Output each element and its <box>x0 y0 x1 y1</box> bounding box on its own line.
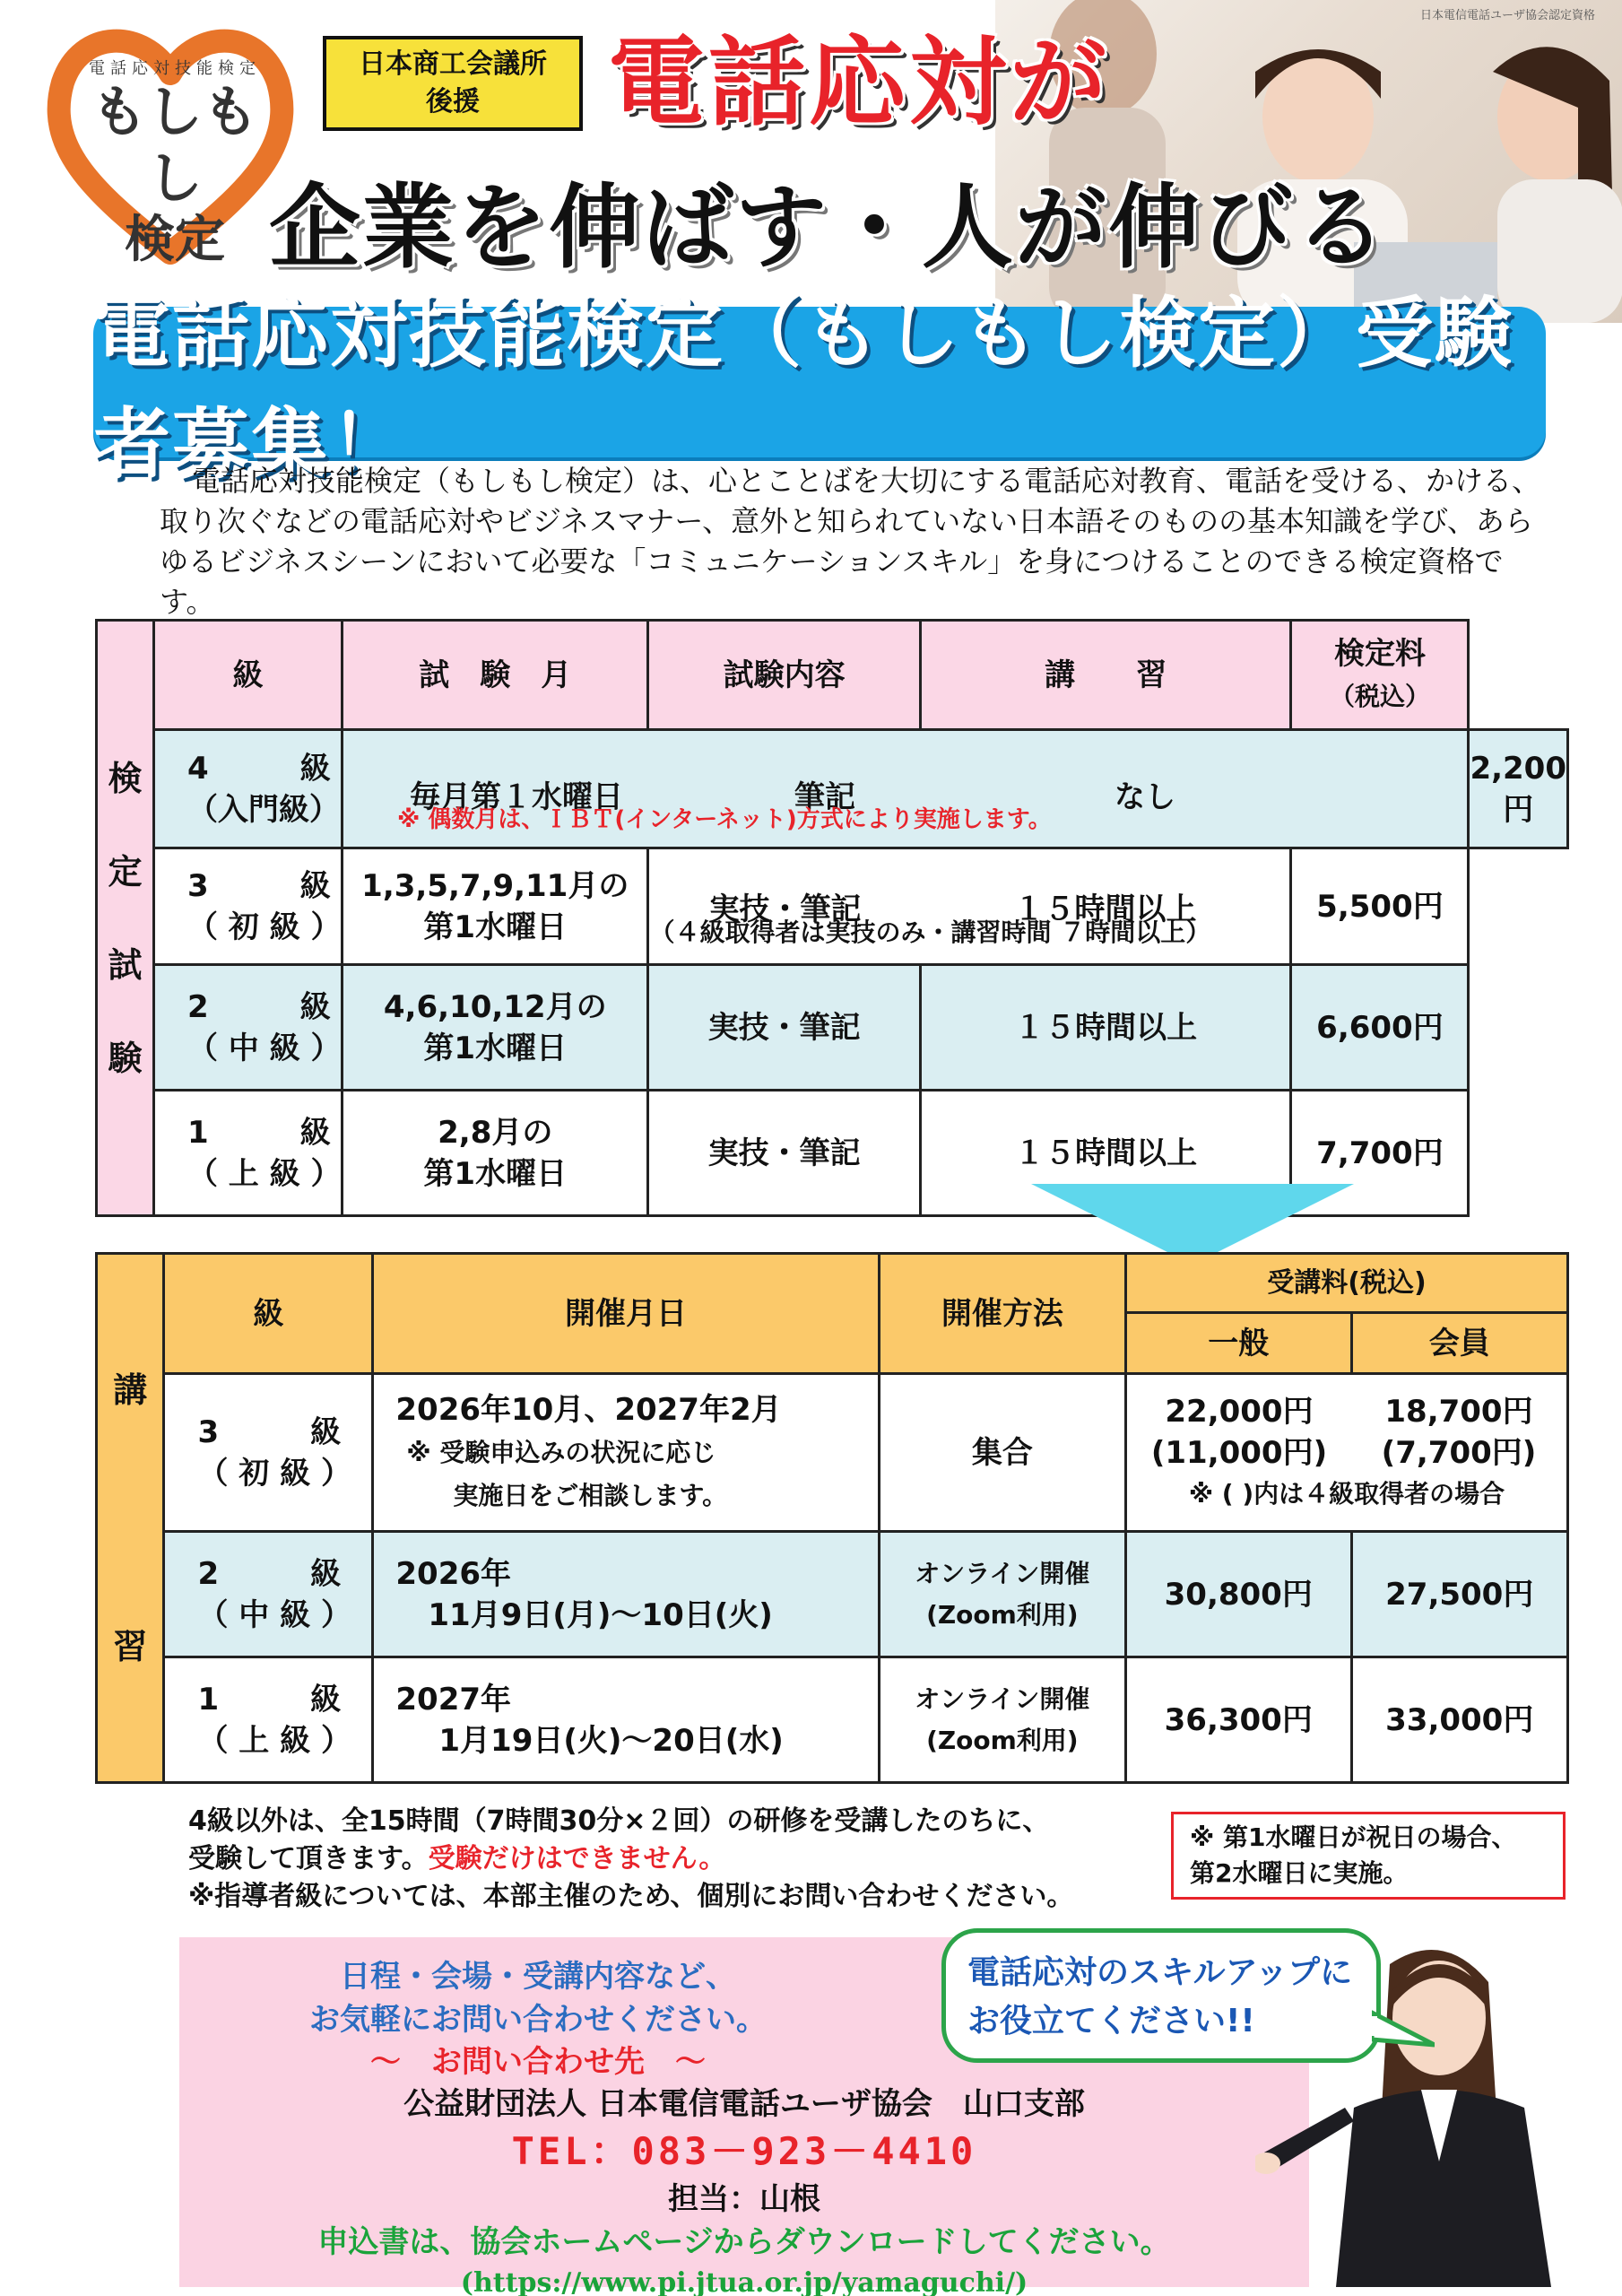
month-line1: 4,6,10,12月の <box>383 988 607 1025</box>
course-row-2 <box>97 1532 1568 1657</box>
support-line1: 日本商工会議所 <box>359 48 547 80</box>
month-line2: 第1水曜日 <box>423 1030 568 1066</box>
exam-row-3-span <box>648 848 1291 965</box>
member-fee-value: 18,700円 <box>1384 1393 1533 1430</box>
date-line1: 2027年 <box>395 1681 512 1718</box>
header-general: 一般 <box>1125 1313 1351 1374</box>
month-cell: 毎月第１水曜日 <box>410 778 624 815</box>
general-fee-value: 22,000円 <box>1165 1393 1314 1430</box>
exam-row-4 <box>97 730 1568 848</box>
logo-small-text: 電話応対技能検定 <box>89 59 261 78</box>
date-line1: 2026年 <box>395 1555 512 1592</box>
member-fee-sub: (7,700円) <box>1381 1434 1537 1471</box>
exam-side-label <box>97 621 154 1216</box>
contact-url[interactable]: (https://www.pi.jtua.or.jp/yamaguchi/) <box>460 2267 1028 2296</box>
header-method: 開催方法 <box>879 1254 1125 1374</box>
speech-bubble <box>941 1928 1381 2063</box>
fee-span-cell <box>1125 1374 1567 1532</box>
method-cell <box>879 1532 1125 1657</box>
header-grade: 級 <box>153 621 342 730</box>
grade-sub: （入門級） <box>186 791 340 828</box>
method-cell: 集合 <box>879 1374 1125 1532</box>
grade-cell <box>153 1091 342 1216</box>
bubble-line2: お役立てください!! <box>967 2003 1255 2039</box>
month-line2: 第1水曜日 <box>423 1155 568 1192</box>
side-char: 試 <box>108 944 143 985</box>
method-line1: オンライン開催 <box>915 1683 1090 1714</box>
side-char: 験 <box>108 1038 143 1078</box>
method-line1: オンライン開催 <box>915 1558 1090 1588</box>
course-cell: １５時間以上 <box>1013 891 1197 927</box>
grade-cell <box>153 965 342 1091</box>
course-cell: １５時間以上 <box>920 1091 1291 1216</box>
month-cell <box>343 848 648 965</box>
grade-sub: （ 中 級 ） <box>197 1596 351 1633</box>
fee-cell: 5,500円 <box>1291 848 1469 965</box>
date-note1: ※ 受験申込みの状況に応じ <box>406 1437 716 1467</box>
contact-org: 公益財団法人 日本電信電話ユーザ協会 山口支部 <box>403 2086 1085 2122</box>
date-line1: 2026年10月、2027年2月 <box>395 1391 782 1428</box>
content-cell: 実技・筆記 <box>648 1091 920 1216</box>
header-member: 会員 <box>1351 1313 1568 1374</box>
photo-caption: 日本電信電話ユーザ協会認定資格 <box>1419 9 1595 22</box>
month-cell <box>343 965 648 1091</box>
header-grade: 級 <box>164 1254 373 1374</box>
date-note2: 実施日をご相談します。 <box>453 1480 728 1510</box>
logo-line1: もしもし <box>91 79 258 211</box>
grade-sub: （ 初 級 ） <box>186 909 342 945</box>
member-fee: 33,000円 <box>1351 1657 1568 1783</box>
date-cell <box>373 1657 879 1783</box>
general-fee <box>1127 1391 1351 1474</box>
grade-label: 1 級 <box>186 1114 331 1151</box>
general-fee: 36,300円 <box>1125 1657 1351 1783</box>
header-date: 開催月日 <box>373 1254 879 1374</box>
level4-note: （４級取得者は実技のみ・講習時間 ７時間以上） <box>649 918 1211 947</box>
logo-text <box>72 56 278 269</box>
course-notes <box>188 1803 1073 1916</box>
date-cell <box>373 1532 879 1657</box>
header-fee-label: 検定料 <box>1333 635 1426 672</box>
month-line1: 2,8月の <box>438 1114 553 1151</box>
header-fee-sub: （税込） <box>1329 681 1430 711</box>
course-row-1 <box>97 1657 1568 1783</box>
side-char: 定 <box>108 851 143 891</box>
holiday-line1: ※ 第1水曜日が祝日の場合、 <box>1190 1822 1517 1852</box>
month-cell <box>343 1091 648 1216</box>
header-fee <box>1291 621 1469 730</box>
contact-tel[interactable]: TEL：083－923－4410 <box>511 2129 977 2173</box>
exam-row-2 <box>97 965 1568 1091</box>
general-fee: 30,800円 <box>1125 1532 1351 1657</box>
month-line2: 第1水曜日 <box>423 909 568 945</box>
title-line2: 企業を伸ばす・人が伸びる <box>269 175 1388 282</box>
contact-line2: お気軽にお問い合わせください。 <box>309 2002 767 2038</box>
course-row-3 <box>97 1374 1568 1532</box>
content-cell: 実技・筆記 <box>648 965 920 1091</box>
date-line2: 11月9日(月)〜10日(火) <box>428 1596 773 1633</box>
grade-cell <box>164 1374 373 1532</box>
exam-header-row <box>97 621 1568 730</box>
fee-note: ※ ( )内は４級取得者の場合 <box>1188 1478 1505 1509</box>
note-line2-a: 受験して頂きます。 <box>188 1843 429 1874</box>
grade-cell <box>153 730 342 848</box>
member-fee <box>1351 1391 1566 1474</box>
grade-label: 3 級 <box>186 867 331 904</box>
recruit-banner <box>93 289 1546 490</box>
header-fee: 受講料(税込) <box>1125 1254 1567 1313</box>
course-header-row <box>97 1254 1568 1313</box>
note-line3: ※指導者級については、本部主催のため、個別にお問い合わせください。 <box>188 1881 1074 1912</box>
course-table <box>95 1252 1569 1784</box>
fee-cell: 2,200円 <box>1469 730 1568 848</box>
side-char: 習 <box>113 1626 148 1666</box>
ibt-note: ※ 偶数月は、ＩＢＴ(インターネット)方式により実施します。 <box>397 806 1052 833</box>
support-box <box>323 36 583 131</box>
method-cell <box>879 1657 1125 1783</box>
method-line2: (Zoom利用) <box>926 1725 1079 1755</box>
general-fee-sub: (11,000円) <box>1150 1434 1328 1471</box>
note-line2 <box>188 1840 1073 1878</box>
grade-sub: （ 上 級 ） <box>197 1722 351 1759</box>
exam-row-4-span <box>343 730 1469 848</box>
header-course: 講 習 <box>920 621 1291 730</box>
date-line2: 1月19日(火)〜20日(水) <box>438 1722 784 1759</box>
member-fee: 27,500円 <box>1351 1532 1568 1657</box>
grade-cell <box>153 848 342 965</box>
course-cell: １５時間以上 <box>920 965 1291 1091</box>
header-content: 試験内容 <box>648 621 920 730</box>
logo-line2: 検定 <box>125 211 225 269</box>
holiday-line2: 第2水曜日に実施。 <box>1190 1858 1409 1888</box>
grade-sub: （ 上 級 ） <box>186 1155 342 1192</box>
fee-cell: 7,700円 <box>1291 1091 1469 1216</box>
note-line2-b: 受験だけはできません。 <box>428 1843 726 1874</box>
title-line1: 電話応対が <box>608 27 1111 139</box>
grade-label: 1 級 <box>197 1681 342 1718</box>
grade-cell <box>164 1532 373 1657</box>
contact-line1: 日程・会場・受講内容など、 <box>340 1959 736 1995</box>
grade-cell <box>164 1657 373 1783</box>
grade-sub: （ 初 級 ） <box>197 1455 351 1492</box>
date-cell <box>373 1374 879 1532</box>
header-month: 試 験 月 <box>343 621 648 730</box>
grade-label: 4 級 <box>186 750 331 787</box>
note-line1: 4級以外は、全15時間（7時間30分×２回）の研修を受講したのちに、 <box>188 1805 1050 1837</box>
content-cell: 筆記 <box>794 778 856 815</box>
exam-table <box>95 619 1569 1217</box>
intro-text <box>160 461 1540 622</box>
contact-heading: 〜 お問い合わせ先 〜 <box>370 2044 706 2080</box>
grade-label: 3 級 <box>197 1413 342 1450</box>
intro-paragraph: 電話応対技能検定（もしもし検定）は、心とことばを大切にする電話応対教育、電話を受ける、かける、取り次ぐなどの電話応対やビジネスマナー、意外と知られていない日本語そのものの基本知識を学び、あらゆるビジネスシーンにおいて必要な「コミュニケーションスキル」を身につけることのできる検定資格です。 <box>160 464 1541 619</box>
contact-person: 担当：山根 <box>668 2181 820 2217</box>
course-side-label <box>97 1254 164 1783</box>
exam-row-3 <box>97 848 1568 965</box>
course-cell: なし <box>1115 778 1176 815</box>
method-line2: (Zoom利用) <box>926 1599 1079 1630</box>
month-line1: 1,3,5,7,9,11月の <box>361 867 629 904</box>
side-char: 講 <box>113 1370 148 1410</box>
contact-download: 申込書は、協会ホームページからダウンロードしてください。 <box>317 2224 1171 2260</box>
support-line2: 後援 <box>426 86 480 117</box>
side-char: 検 <box>108 758 143 798</box>
banner-text: 電話応対技能検定（もしもし検定）受験者募集！ <box>93 289 1514 490</box>
fee-cell: 6,600円 <box>1291 965 1469 1091</box>
holiday-note-box <box>1171 1812 1566 1900</box>
grade-sub: （ 中 級 ） <box>186 1030 342 1066</box>
grade-label: 2 級 <box>186 988 331 1025</box>
bubble-tail-icon <box>1372 2009 1435 2054</box>
content-cell: 実技・筆記 <box>708 891 862 927</box>
bubble-line1: 電話応対のスキルアップに <box>967 1954 1353 1991</box>
grade-label: 2 級 <box>197 1555 342 1592</box>
